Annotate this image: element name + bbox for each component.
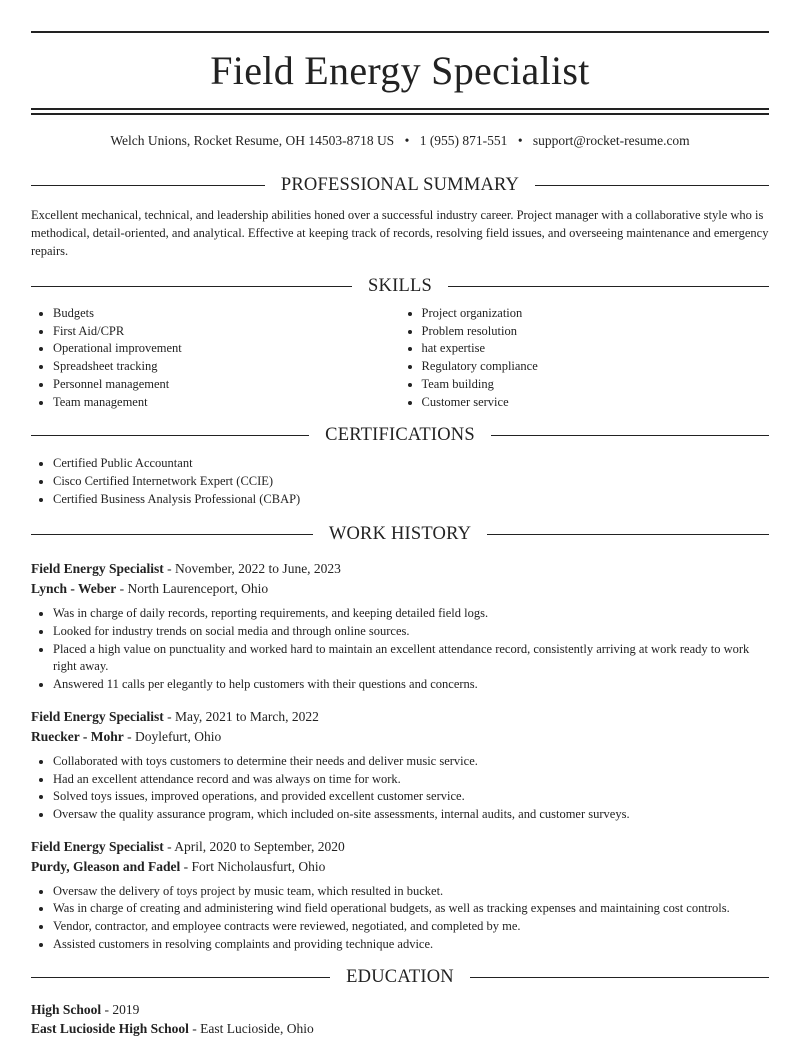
- section-title-work-history: WORK HISTORY: [328, 524, 472, 545]
- job-bullets: [31, 753, 769, 824]
- job-company: Ruecker - Mohr: [31, 728, 124, 744]
- job-bullet: • Answered 11 calls per elegantly to help customers with their questions and concerns.: [53, 676, 769, 694]
- job-location: - North Laurenceport, Ohio: [119, 581, 269, 597]
- section-rule: [31, 534, 313, 535]
- contact-separator: •: [517, 133, 523, 148]
- skill-item: • hat expertise: [422, 340, 770, 358]
- education-location: - East Lucioside, Ohio: [192, 1021, 314, 1037]
- job-bullet: • Collaborated with toys customers to determine their needs and deliver music service.: [53, 753, 769, 771]
- header-double-divider: [31, 108, 769, 115]
- job-location: - Fort Nicholausfurt, Ohio: [183, 858, 326, 874]
- job-title-line: [31, 559, 769, 579]
- job-bullet: • Had an excellent attendance record and was always on time for work.: [53, 771, 769, 789]
- job-role: Field Energy Specialist: [31, 561, 164, 577]
- section-rule: [448, 286, 769, 287]
- job-role: Field Energy Specialist: [31, 708, 164, 724]
- section-header-skills: [31, 274, 769, 298]
- skill-item: • Operational improvement: [53, 340, 401, 358]
- education-school: East Lucioside High School: [31, 1021, 189, 1037]
- section-title-education: EDUCATION: [346, 967, 454, 988]
- section-title-certifications: CERTIFICATIONS: [325, 425, 475, 446]
- contact-phone[interactable]: 1 (955) 871-551: [419, 133, 508, 148]
- contact-address: Welch Unions, Rocket Resume, OH 14503-8718 US: [110, 133, 395, 148]
- section-header-education: [31, 965, 769, 989]
- section-rule: [31, 185, 265, 186]
- job-bullet: • Was in charge of creating and administering wind field operational budgets, as well as tracking expenses and maintaining cost controls.: [53, 900, 769, 918]
- job-role: Field Energy Specialist: [31, 838, 164, 854]
- skills-list: [31, 305, 769, 411]
- section-rule: [31, 977, 330, 978]
- job-entry: [31, 837, 769, 954]
- job-bullet: • Assisted customers in resolving complaints and providing technique advice.: [53, 936, 769, 954]
- education-degree: High School: [31, 1002, 102, 1018]
- top-divider: [31, 31, 769, 33]
- education-school-line: [31, 1019, 769, 1038]
- skills-column-right: [401, 305, 770, 411]
- job-entry: [31, 559, 769, 694]
- section-rule: [470, 977, 769, 978]
- job-title-line: [31, 707, 769, 727]
- job-dates: - November, 2022 to June, 2023: [167, 561, 341, 577]
- skill-item: • Team management: [53, 394, 401, 412]
- job-company: Purdy, Gleason and Fadel: [31, 858, 181, 874]
- skill-item: • Personnel management: [53, 376, 401, 394]
- skill-item: • Regulatory compliance: [422, 358, 770, 376]
- section-rule: [31, 435, 309, 436]
- skill-item: • Customer service: [422, 394, 770, 412]
- job-bullets: [31, 605, 769, 694]
- job-dates: - April, 2020 to September, 2020: [167, 838, 345, 854]
- contact-email[interactable]: support@rocket-resume.com: [532, 133, 690, 148]
- job-entry: [31, 707, 769, 824]
- skill-item: • First Aid/CPR: [53, 323, 401, 341]
- job-bullet: • Placed a high value on punctuality and worked hard to maintain an excellent attendance record, consistently arriving at work ready to work right away.: [53, 641, 769, 676]
- certifications-list: [31, 455, 769, 508]
- skill-item: • Budgets: [53, 305, 401, 323]
- candidate-name: Field Energy Specialist: [210, 48, 590, 93]
- skill-item: • Team building: [422, 376, 770, 394]
- job-bullet: • Was in charge of daily records, reporting requirements, and keeping detailed field logs.: [53, 605, 769, 623]
- section-rule: [535, 185, 769, 186]
- job-dates: - May, 2021 to March, 2022: [167, 708, 319, 724]
- job-bullet: • Solved toys issues, improved operations, and provided excellent customer service.: [53, 788, 769, 806]
- certification-item: • Certified Public Accountant: [53, 455, 769, 473]
- section-rule: [31, 286, 352, 287]
- resume-page: [31, 0, 769, 1038]
- skill-item: • Spreadsheet tracking: [53, 358, 401, 376]
- skill-item: • Problem resolution: [422, 323, 770, 341]
- certification-item: • Certified Business Analysis Professional (CBAP): [53, 491, 769, 509]
- section-title-skills: SKILLS: [368, 276, 432, 296]
- job-bullet: • Vendor, contractor, and employee contracts were reviewed, negotiated, and completed by me.: [53, 918, 769, 936]
- job-title-line: [31, 837, 769, 857]
- job-company: Lynch - Weber: [31, 581, 117, 597]
- contact-line: [31, 131, 769, 151]
- summary-text: Excellent mechanical, technical, and leadership abilities honed over a successful industry career. Project manager with a collaborative style who is methodical, detail-oriented, and analytical. Effective at keeping track of records, resolving field issues, and overseeing maintenance and emergency repairs.: [31, 208, 769, 258]
- section-rule: [487, 534, 769, 535]
- section-header-summary: [31, 173, 769, 197]
- section-header-work-history: [31, 522, 769, 546]
- education-entry: [31, 1000, 769, 1038]
- skills-column-left: [31, 305, 401, 411]
- job-bullet: • Oversaw the quality assurance program, which included on-site assessments, internal audits, and customer surveys.: [53, 806, 769, 824]
- contact-separator: •: [404, 133, 410, 148]
- certification-item: • Cisco Certified Internetwork Expert (CCIE): [53, 473, 769, 491]
- section-header-certifications: [31, 423, 769, 447]
- skill-item: • Project organization: [422, 305, 770, 323]
- job-company-line: [31, 727, 769, 747]
- job-bullets: [31, 883, 769, 954]
- section-title-summary: PROFESSIONAL SUMMARY: [280, 175, 520, 195]
- job-bullet: • Oversaw the delivery of toys project by music team, which resulted in bucket.: [53, 883, 769, 901]
- education-year: - 2019: [104, 1002, 140, 1018]
- education-degree-line: [31, 1000, 769, 1019]
- section-rule: [491, 435, 769, 436]
- job-company-line: [31, 857, 769, 877]
- job-company-line: [31, 579, 769, 599]
- job-location: - Doylefurt, Ohio: [127, 728, 222, 744]
- job-bullet: • Looked for industry trends on social media and through online sources.: [53, 623, 769, 641]
